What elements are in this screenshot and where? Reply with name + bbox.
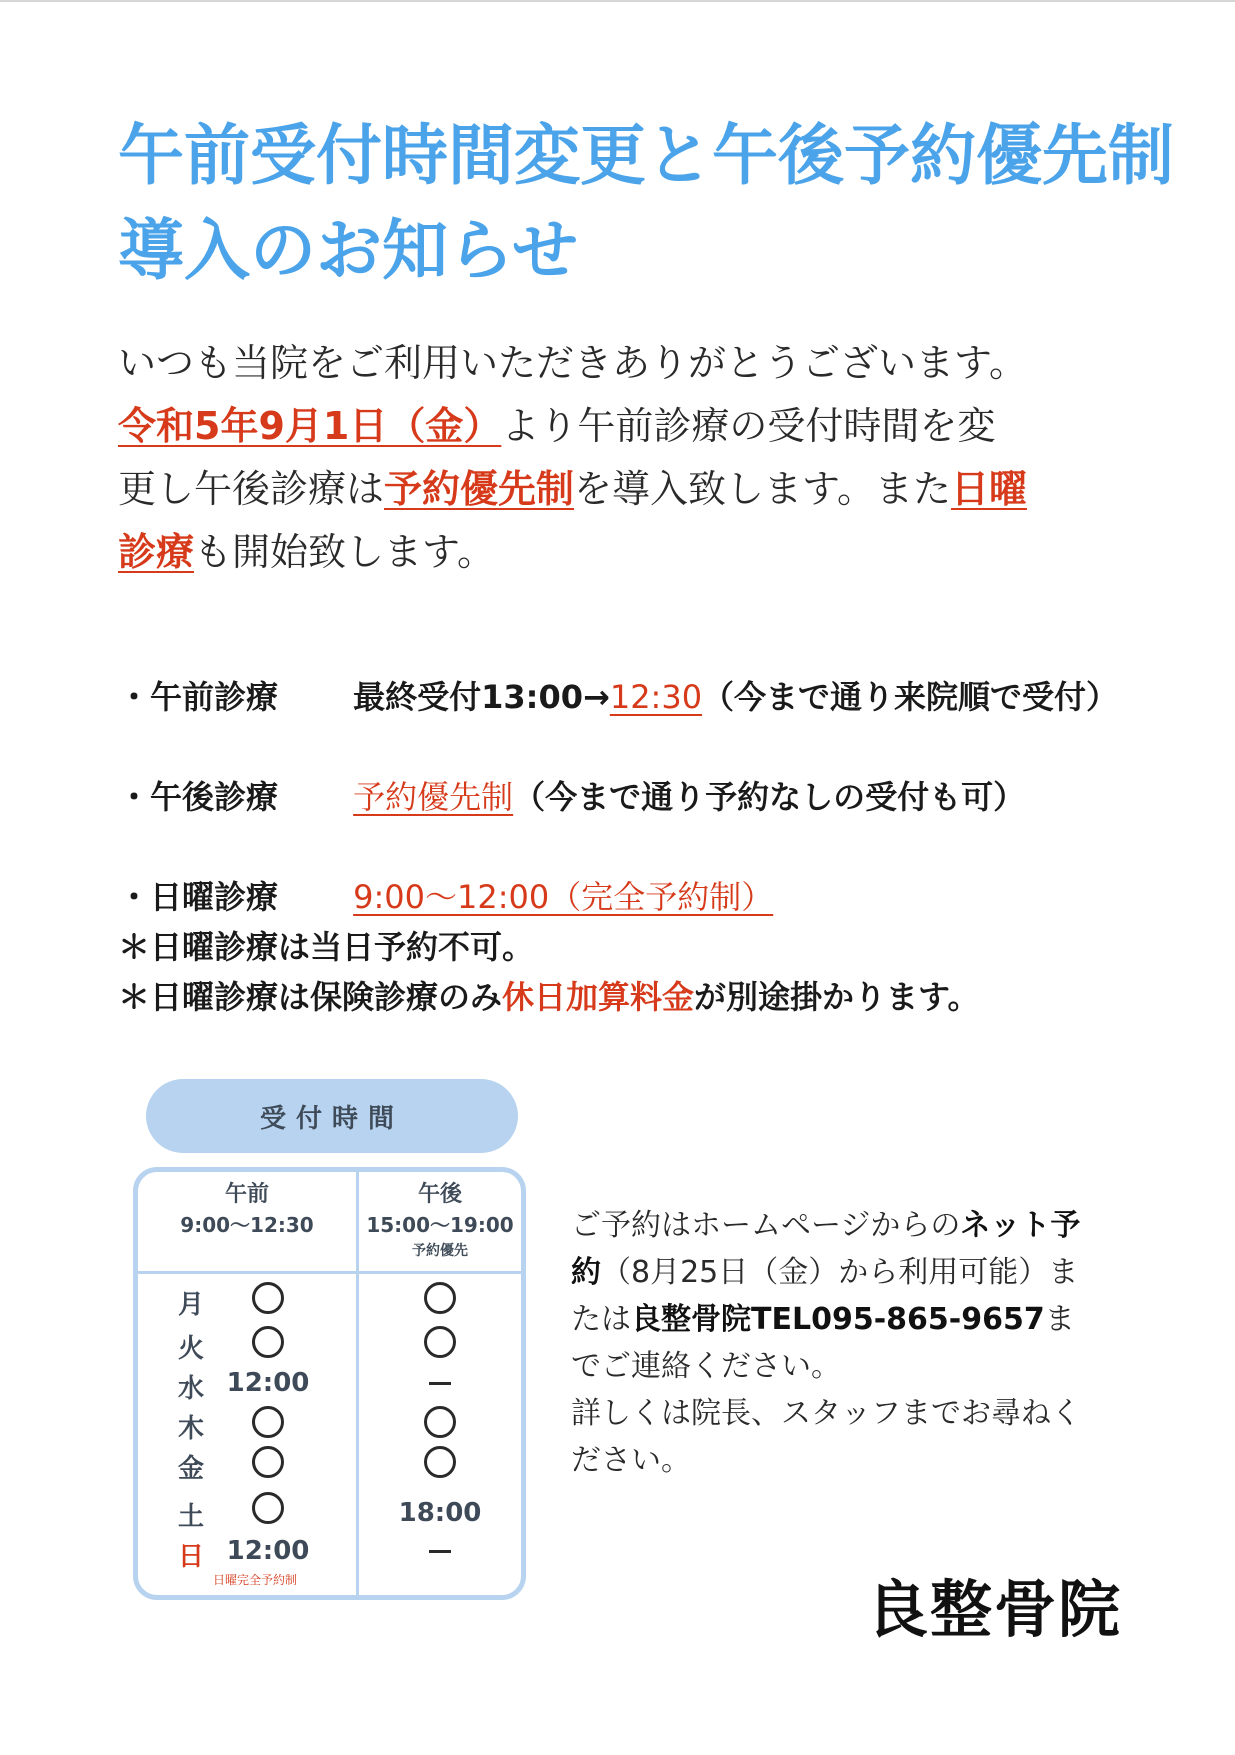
intro-line-4 bbox=[118, 521, 1128, 584]
bullet-morning-text: 最終受付13:00→ bbox=[353, 678, 610, 716]
title-line-1: 午前受付時間変更と午後予約優先制 bbox=[118, 117, 1174, 194]
note-sunday-fee bbox=[118, 972, 979, 1018]
bullet-afternoon bbox=[118, 772, 1025, 818]
open-circle-icon bbox=[424, 1326, 456, 1358]
intro-line-3-text-a: 更し午後診療は bbox=[118, 467, 385, 511]
day-fri: 金 bbox=[178, 1454, 205, 1484]
day-tue: 火 bbox=[178, 1334, 205, 1364]
closed-dash-icon bbox=[429, 1550, 451, 1553]
sunday-highlight-b: 診療 bbox=[118, 530, 195, 574]
info-line-5: 詳しくは院長、スタッフまでお尋ねく bbox=[571, 1396, 1081, 1431]
reservation-priority-highlight: 予約優先制 bbox=[384, 467, 575, 511]
day-mon: 月 bbox=[178, 1290, 205, 1320]
pm-sat: 18:00 bbox=[398, 1498, 482, 1528]
am-fri bbox=[208, 1446, 328, 1485]
info-line-3-text-a: たは bbox=[571, 1302, 631, 1337]
info-line-2-text: （8月25日（金）から利用可能）ま bbox=[601, 1255, 1079, 1290]
pm-hours: 15:00〜19:00 bbox=[366, 1213, 514, 1237]
note-fee-text-b: が別途掛かります。 bbox=[694, 978, 980, 1016]
bullet-afternoon-label: ・午後診療 bbox=[118, 778, 279, 816]
bullet-sunday-label: ・日曜診療 bbox=[118, 878, 279, 916]
intro-line-3-text-b: を導入致します。また bbox=[574, 467, 951, 511]
holiday-fee-highlight: 休日加算料金 bbox=[502, 978, 695, 1016]
bullet-morning-label: ・午前診療 bbox=[118, 678, 279, 716]
bullet-sunday-highlight: 9:00〜12:00（完全予約制） bbox=[353, 878, 774, 916]
pm-fri bbox=[380, 1446, 500, 1485]
clinic-signature: 良整骨院 bbox=[865, 1573, 1122, 1646]
sunday-reservation-note: 日曜完全予約制 bbox=[213, 1573, 298, 1587]
intro-line-1: いつも当院をご利用いただきありがとうございます。 bbox=[118, 341, 1027, 385]
open-circle-icon bbox=[424, 1282, 456, 1314]
info-line-6: ださい。 bbox=[571, 1443, 691, 1478]
schedule-pm-header bbox=[359, 1180, 521, 1262]
pm-tue bbox=[380, 1326, 500, 1365]
pm-sub: 予約優先 bbox=[412, 1243, 468, 1259]
open-circle-icon bbox=[424, 1406, 456, 1438]
pm-wed bbox=[380, 1368, 500, 1398]
top-divider bbox=[0, 0, 1235, 2]
schedule-am-header bbox=[138, 1180, 356, 1240]
am-sat bbox=[208, 1492, 328, 1531]
open-circle-icon bbox=[252, 1492, 284, 1524]
day-wed: 水 bbox=[178, 1374, 205, 1404]
pm-thu bbox=[380, 1406, 500, 1445]
start-date: 令和5年9月1日（金） bbox=[118, 404, 502, 448]
net-reservation-bold-b: 約 bbox=[571, 1255, 601, 1290]
intro-line-3 bbox=[118, 458, 1128, 521]
am-label: 午前 bbox=[224, 1182, 269, 1207]
schedule-table bbox=[133, 1167, 526, 1600]
note-sunday-same-day: ＊日曜診療は当日予約不可。 bbox=[118, 928, 535, 966]
open-circle-icon bbox=[252, 1406, 284, 1438]
intro-line-2-text: より午前診療の受付時間を変 bbox=[501, 404, 996, 448]
open-circle-icon bbox=[252, 1282, 284, 1314]
reservation-info bbox=[571, 1202, 1111, 1484]
bullet-afternoon-note: （今まで通り予約なしの受付も可） bbox=[513, 778, 1026, 816]
intro-line-2 bbox=[118, 395, 1128, 458]
info-line-1 bbox=[571, 1202, 1111, 1249]
open-circle-icon bbox=[424, 1446, 456, 1478]
info-line-3-text-c: ま bbox=[1044, 1302, 1075, 1337]
net-reservation-bold-a: ネット予 bbox=[960, 1208, 1081, 1243]
page-title bbox=[118, 108, 1174, 298]
am-mon bbox=[208, 1282, 328, 1321]
open-circle-icon bbox=[252, 1446, 284, 1478]
info-line-2 bbox=[571, 1249, 1111, 1296]
sunday-highlight-a: 日曜 bbox=[951, 467, 1028, 511]
closed-dash-icon bbox=[429, 1382, 451, 1385]
bullet-afternoon-highlight: 予約優先制 bbox=[353, 778, 514, 816]
am-wed: 12:00 bbox=[226, 1368, 310, 1398]
intro-paragraph bbox=[118, 332, 1128, 584]
pm-mon bbox=[380, 1282, 500, 1321]
bullet-morning-time: 12:30 bbox=[609, 678, 703, 716]
am-hours: 9:00〜12:30 bbox=[180, 1213, 314, 1237]
clinic-phone: 良整骨院TEL095-865-9657 bbox=[631, 1302, 1045, 1337]
note-fee-text-a: ＊日曜診療は保険診療のみ bbox=[118, 978, 503, 1016]
am-sun: 12:00 bbox=[226, 1536, 310, 1566]
info-line-1-text: ご予約はホームページからの bbox=[571, 1208, 961, 1243]
schedule-title-pill: 受付時間 bbox=[146, 1079, 518, 1153]
bullet-morning bbox=[118, 672, 1118, 718]
info-line-3 bbox=[571, 1296, 1111, 1343]
day-sat: 土 bbox=[178, 1502, 205, 1532]
bullet-sunday bbox=[118, 872, 773, 918]
pm-label: 午後 bbox=[417, 1182, 462, 1207]
title-line-2: 導入のお知らせ bbox=[118, 212, 579, 289]
pm-sun bbox=[380, 1536, 500, 1566]
day-thu: 木 bbox=[178, 1414, 205, 1444]
bullet-morning-note: （今まで通り来院順で受付） bbox=[702, 678, 1119, 716]
am-thu bbox=[208, 1406, 328, 1445]
open-circle-icon bbox=[252, 1326, 284, 1358]
am-tue bbox=[208, 1326, 328, 1365]
intro-line-4-text: も開始致します。 bbox=[194, 530, 495, 574]
schedule-header-divider bbox=[138, 1271, 521, 1274]
day-sun: 日 bbox=[178, 1542, 205, 1572]
info-line-4: でご連絡ください。 bbox=[571, 1349, 841, 1384]
